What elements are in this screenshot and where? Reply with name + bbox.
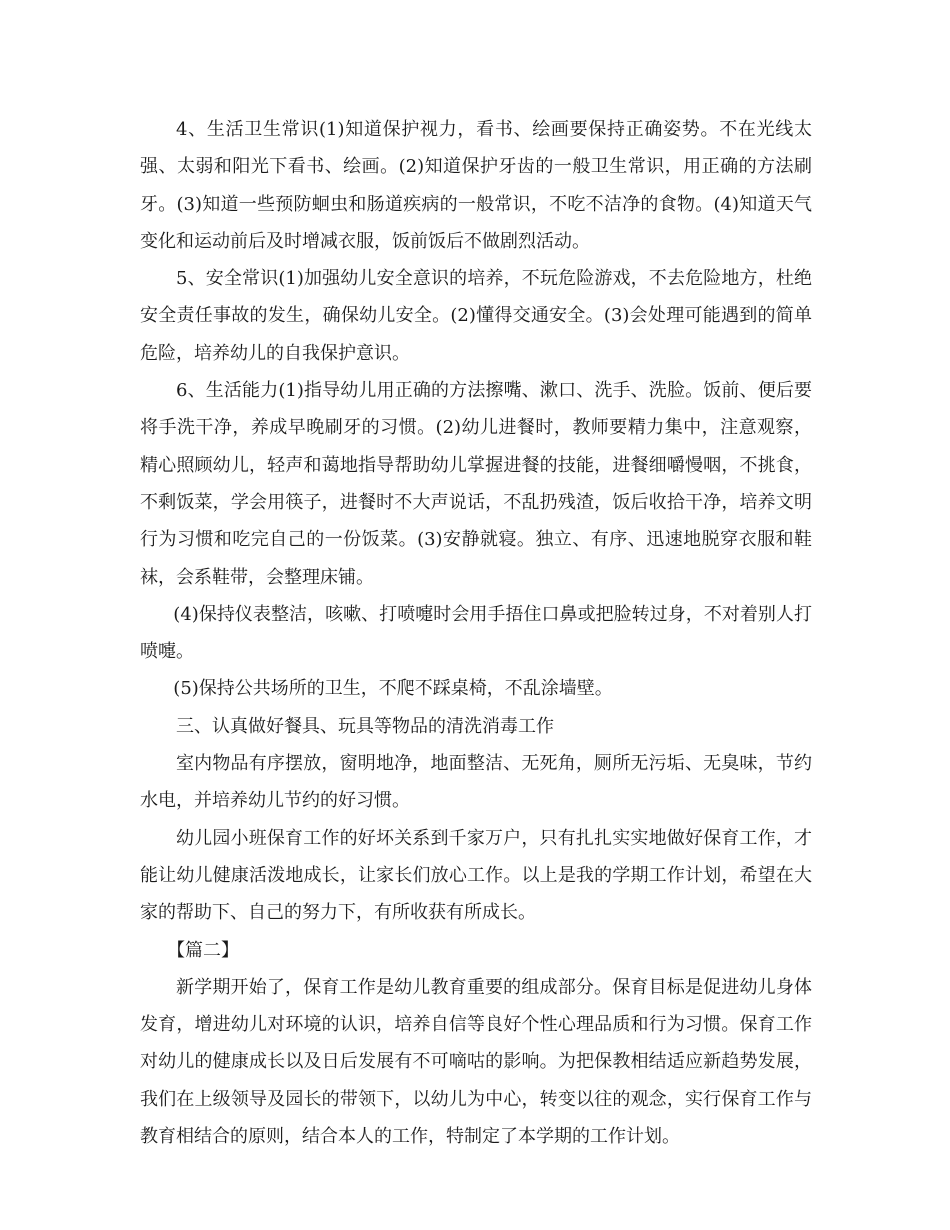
paragraph-safety-knowledge: 5、安全常识(1)加强幼儿安全意识的培养，不玩危险游戏，不去危险地方，杜绝安全责任事故的发生，确保幼儿安全。(2)懂得交通安全。(3)会处理可能遇到的简单危险，培养幼儿的自我保护意识。 xyxy=(140,268,812,364)
part-two-heading: 【篇二】 xyxy=(167,939,239,961)
paragraph-new-semester: 新学期开始了，保育工作是幼儿教育重要的组成部分。保育目标是促进幼儿身体发育，增进幼儿对环境的认识，培养自信等良好个性心理品质和行为习惯。保育工作对幼儿的健康成长以及日后发展有不可嘀咕的影响。为把保教相结适应新趋势发展，我们在上级领导及园长的带领下，以幼儿为中心，转变以往的观念，实行保育工作与教育相结合的原则，结合本人的工作，特制定了本学期的工作计划。 xyxy=(140,976,812,1148)
document-body xyxy=(140,111,812,1155)
paragraph-hygiene-knowledge: 4、生活卫生常识(1)知道保护视力，看书、绘画要保持正确姿势。不在光线太强、太弱和阳光下看书、绘画。(2)知道保护牙齿的一般卫生常识，用正确的方法刷牙。(3)知道一些预防蛔虫和肠道疾病的一般常识，不吃不洁净的食物。(4)知道天气变化和运动前后及时增减衣服，饭前饭后不做剧烈活动。 xyxy=(140,119,812,252)
paragraph-indoor-order: 室内物品有序摆放，窗明地净，地面整洁、无死角，厕所无污垢、无臭味，节约水电，并培养幼儿节约的好习惯。 xyxy=(140,753,812,812)
paragraph-life-skills: 6、生活能力(1)指导幼儿用正确的方法擦嘴、漱口、洗手、洗脸。饭前、便后要将手洗干净，养成早晚刷牙的习惯。(2)幼儿进餐时，教师要精力集中，注意观察，精心照顾幼儿，轻声和蔼地指导帮助幼儿掌握进餐的技能，进餐细嚼慢咽，不挑食，不剩饭菜，学会用筷子，进餐时不大声说话，不乱扔残渣，饭后收拾干净，培养文明行为习惯和吃完自己的一份饭菜。(3)安静就寝。独立、有序、迅速地脱穿衣服和鞋袜，会系鞋带，会整理床铺。 xyxy=(140,380,812,588)
paragraph-appearance: (4)保持仪表整洁，咳嗽、打喷嚏时会用手捂住口鼻或把脸转过身，不对着别人打喷嚏。 xyxy=(140,603,812,663)
paragraph-public-hygiene: (5)保持公共场所的卫生，不爬不踩桌椅，不乱涂墙壁。 xyxy=(173,678,613,700)
section-heading-disinfection: 三、认真做好餐具、玩具等物品的清洗消毒工作 xyxy=(176,715,554,737)
paragraph-conclusion: 幼儿园小班保育工作的好坏关系到千家万户，只有扎扎实实地做好保育工作，才能让幼儿健康活泼地成长，让家长们放心工作。以上是我的学期工作计划，希望在大家的帮助下、自己的努力下，有所收获有所成长。 xyxy=(140,827,812,924)
